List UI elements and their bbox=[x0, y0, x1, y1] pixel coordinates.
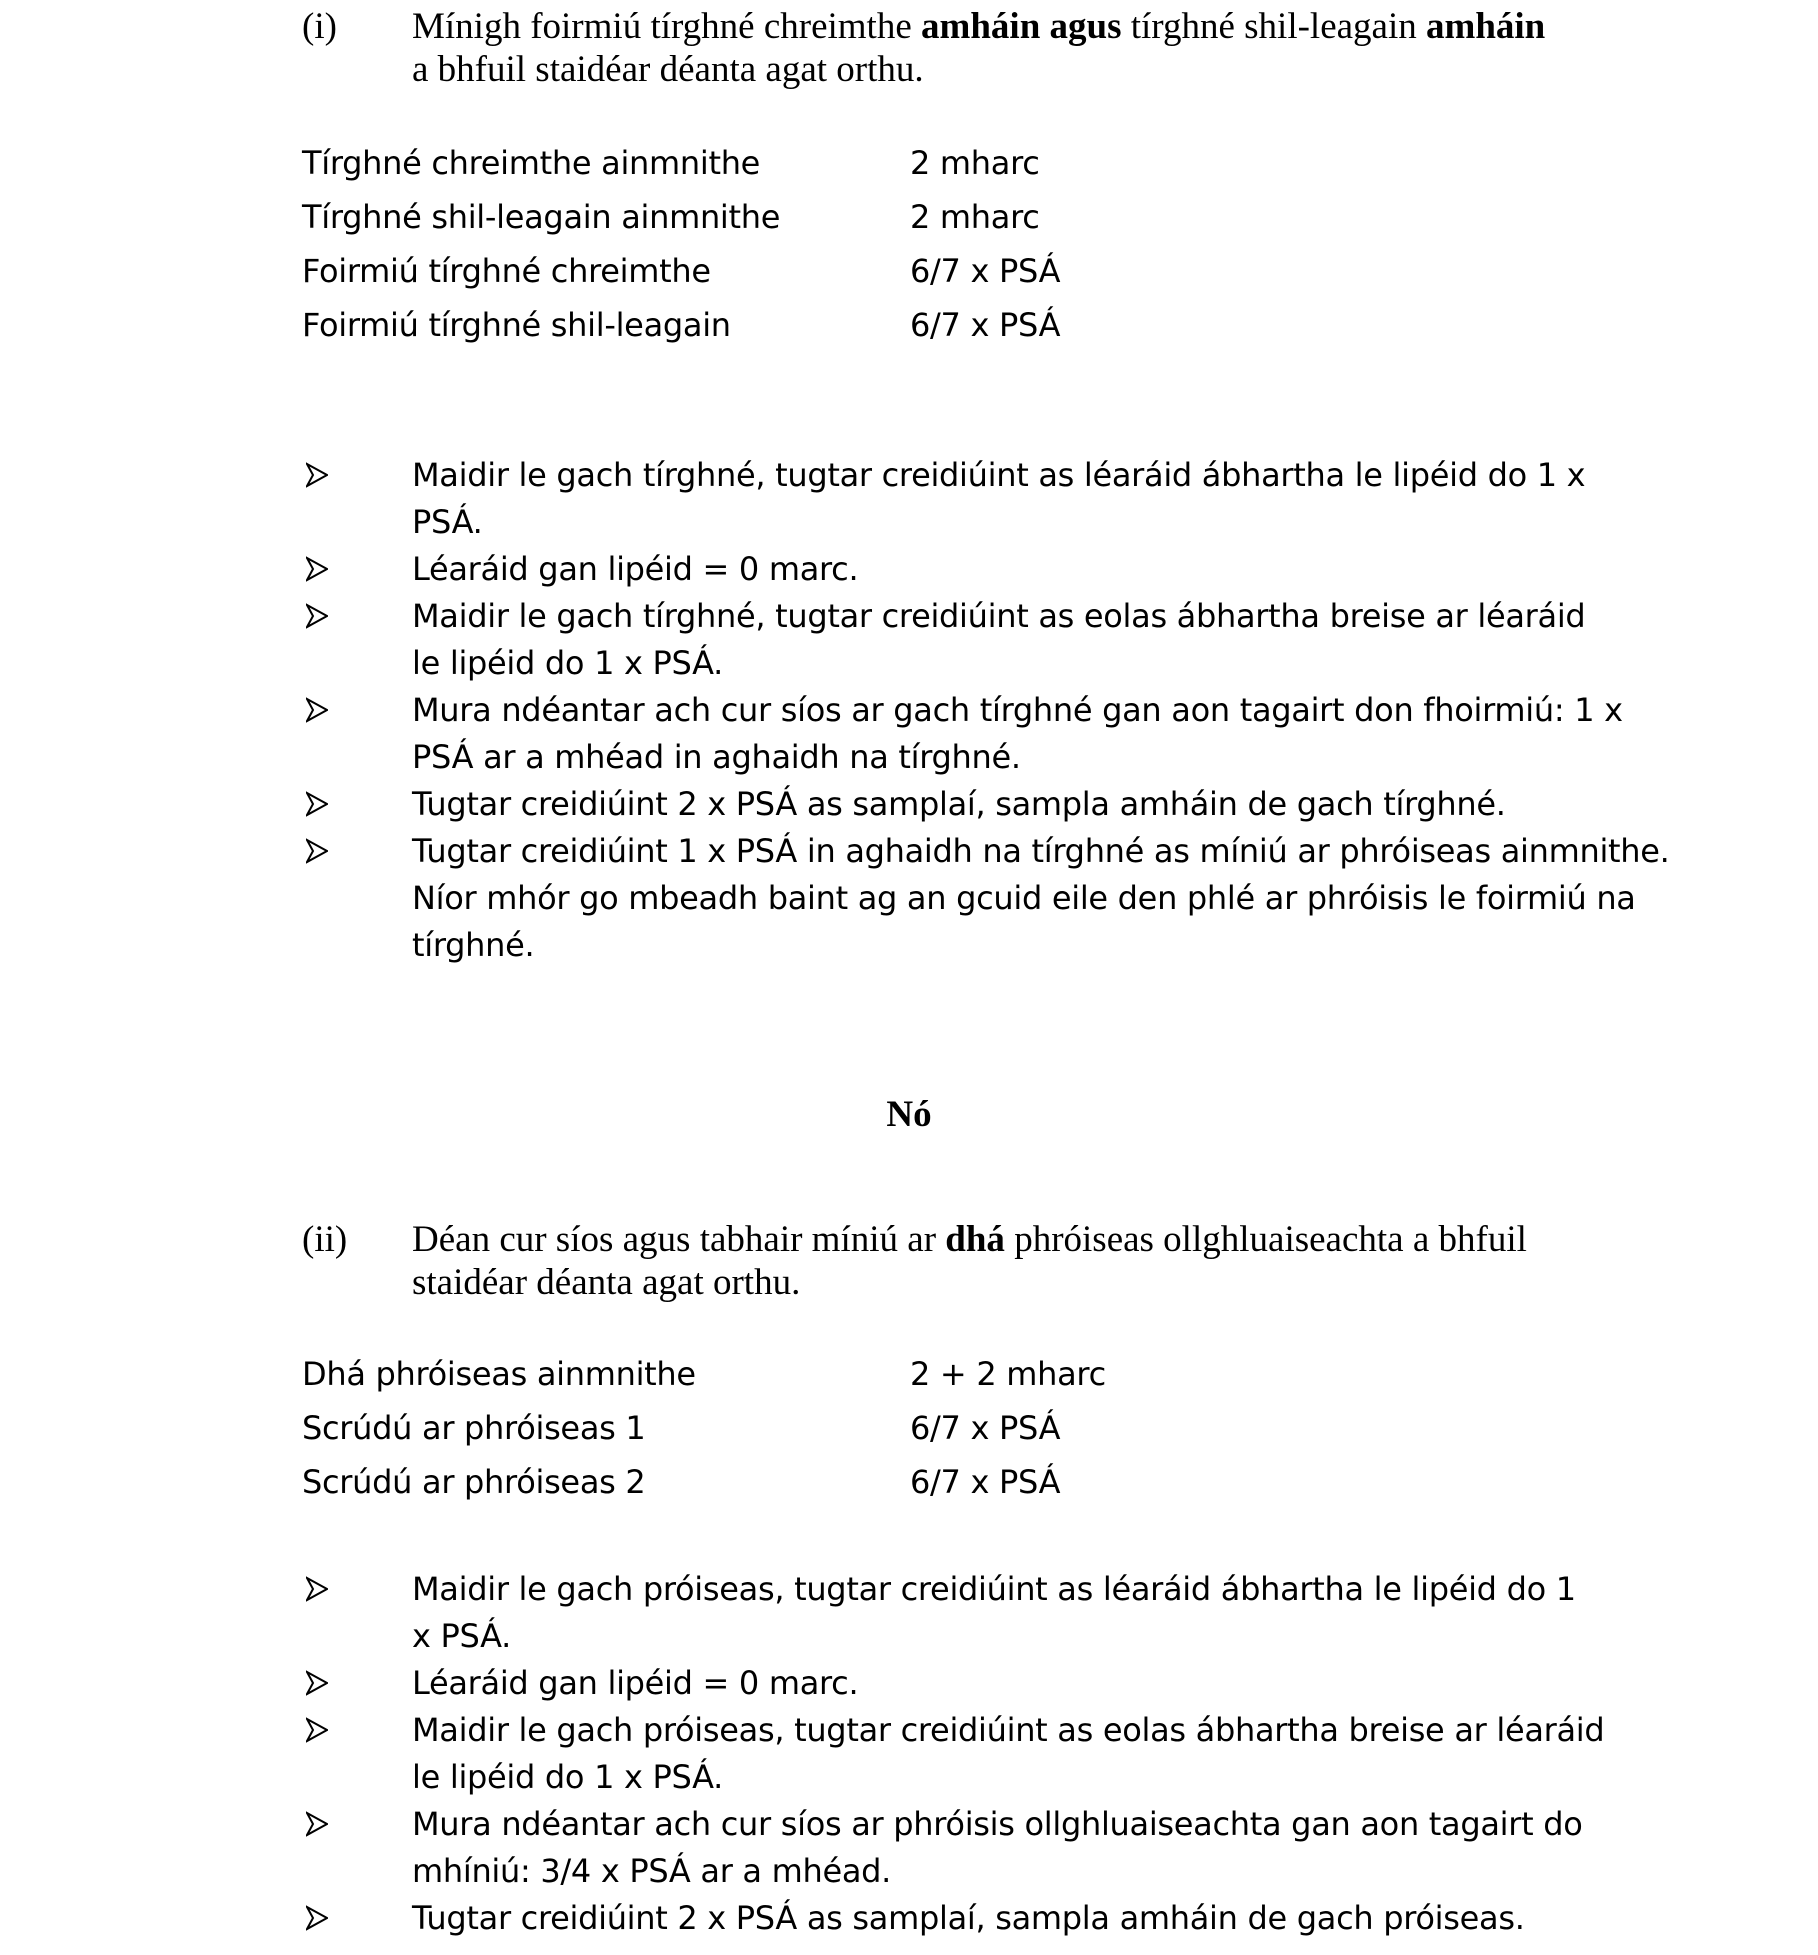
arrow-bullet-icon bbox=[306, 603, 328, 629]
list-item bbox=[302, 781, 1622, 828]
marks-label: Tírghné chreimthe ainmnithe bbox=[302, 144, 761, 182]
marks-value: 6/7 x PSÁ bbox=[910, 306, 1061, 344]
list-item bbox=[302, 1660, 1622, 1707]
marks-label: Tírghné shil-leagain ainmnithe bbox=[302, 198, 781, 236]
arrow-bullet-icon bbox=[306, 1811, 328, 1837]
question-segment: phróiseas ollghluaiseachta a bhfuil staidéar déanta agat orthu. bbox=[412, 1219, 1527, 1303]
bullet-text: Mura ndéantar ach cur síos ar gach tírghné gan aon tagairt don fhoirmiú: 1 x PSÁ ar a mhéad in aghaidh na tírghné. bbox=[412, 691, 1623, 776]
question-text-ii bbox=[412, 1218, 1552, 1304]
bullet-text: Léaráid gan lipéid = 0 marc. bbox=[412, 1664, 859, 1702]
list-item bbox=[302, 1707, 1622, 1801]
marks-row bbox=[302, 248, 1302, 302]
bullet-text: Maidir le gach próiseas, tugtar creidiúint as léaráid ábhartha le lipéid do 1 x PSÁ. bbox=[412, 1570, 1576, 1655]
bullet-text: Mura ndéantar ach cur síos ar phróisis ollghluaiseachta gan aon tagairt do mhíniú: 3/4 x PSÁ ar a mhéad. bbox=[412, 1805, 1583, 1890]
arrow-bullet-icon bbox=[306, 791, 328, 817]
bullet-list-ii bbox=[302, 1566, 1622, 1942]
arrow-bullet-icon bbox=[306, 556, 328, 582]
marks-value: 6/7 x PSÁ bbox=[910, 252, 1061, 290]
marks-label: Dhá phróiseas ainmnithe bbox=[302, 1355, 696, 1393]
list-item bbox=[302, 828, 1702, 969]
question-number-ii: (ii) bbox=[302, 1219, 348, 1260]
arrow-bullet-icon bbox=[306, 1670, 328, 1696]
or-heading: Nó bbox=[886, 1094, 932, 1135]
arrow-bullet-icon bbox=[306, 1717, 328, 1743]
question-segment: Mínigh foirmiú tírghné chreimthe bbox=[412, 6, 922, 47]
list-item bbox=[302, 593, 1622, 687]
marks-value: 2 mharc bbox=[910, 144, 1040, 182]
marks-row bbox=[302, 194, 1302, 248]
list-item bbox=[302, 1895, 1622, 1942]
marks-value: 2 + 2 mharc bbox=[910, 1355, 1106, 1393]
list-item bbox=[302, 452, 1592, 546]
bullet-text: Tugtar creidiúint 2 x PSÁ as samplaí, sampla amháin de gach tírghné. bbox=[412, 785, 1506, 823]
marks-label: Scrúdú ar phróiseas 1 bbox=[302, 1409, 646, 1447]
bullet-text: Tugtar creidiúint 2 x PSÁ as samplaí, sampla amháin de gach próiseas. bbox=[412, 1899, 1525, 1937]
marks-row bbox=[302, 1459, 1302, 1513]
marks-row bbox=[302, 1405, 1302, 1459]
question-text-i bbox=[412, 5, 1552, 91]
marks-row bbox=[302, 302, 1302, 356]
question-bold-segment: amháin agus bbox=[921, 6, 1122, 47]
question-segment: a bhfuil staidéar déanta agat orthu. bbox=[412, 49, 924, 90]
question-number-i: (i) bbox=[302, 6, 337, 47]
arrow-bullet-icon bbox=[306, 838, 328, 864]
bullet-list-i bbox=[302, 452, 1670, 969]
marks-label: Foirmiú tírghné chreimthe bbox=[302, 252, 711, 290]
bullet-text: Léaráid gan lipéid = 0 marc. bbox=[412, 550, 859, 588]
question-bold-segment: amháin bbox=[1426, 6, 1546, 47]
marks-row bbox=[302, 1351, 1302, 1405]
question-segment: tírghné shil-leagain bbox=[1121, 6, 1426, 47]
bullet-text: Tugtar creidiúint 1 x PSÁ in aghaidh na tírghné as míniú ar phróiseas ainmnithe. Níor mhór go mbeadh baint ag an gcuid eile den phlé ar phróisis le foirmiú na tírghné. bbox=[412, 832, 1670, 964]
marks-value: 6/7 x PSÁ bbox=[910, 1463, 1061, 1501]
list-item bbox=[302, 1801, 1662, 1895]
question-bold-segment: dhá bbox=[945, 1219, 1005, 1260]
marks-label: Scrúdú ar phróiseas 2 bbox=[302, 1463, 646, 1501]
arrow-bullet-icon bbox=[306, 1576, 328, 1602]
arrow-bullet-icon bbox=[306, 697, 328, 723]
list-item bbox=[302, 1566, 1602, 1660]
marks-value: 6/7 x PSÁ bbox=[910, 1409, 1061, 1447]
bullet-text: Maidir le gach tírghné, tugtar creidiúint as eolas ábhartha breise ar léaráid le lipéid do 1 x PSÁ. bbox=[412, 597, 1586, 682]
marks-label: Foirmiú tírghné shil-leagain bbox=[302, 306, 731, 344]
question-segment: Déan cur síos agus tabhair míniú ar bbox=[412, 1219, 946, 1260]
bullet-text: Maidir le gach próiseas, tugtar creidiúint as eolas ábhartha breise ar léaráid le lipéid do 1 x PSÁ. bbox=[412, 1711, 1605, 1796]
list-item bbox=[302, 687, 1672, 781]
arrow-bullet-icon bbox=[306, 1905, 328, 1931]
marks-row bbox=[302, 140, 1302, 194]
bullet-text: Maidir le gach tírghné, tugtar creidiúint as léaráid ábhartha le lipéid do 1 x PSÁ. bbox=[412, 456, 1586, 541]
arrow-bullet-icon bbox=[306, 462, 328, 488]
list-item bbox=[302, 546, 1622, 593]
marks-value: 2 mharc bbox=[910, 198, 1040, 236]
